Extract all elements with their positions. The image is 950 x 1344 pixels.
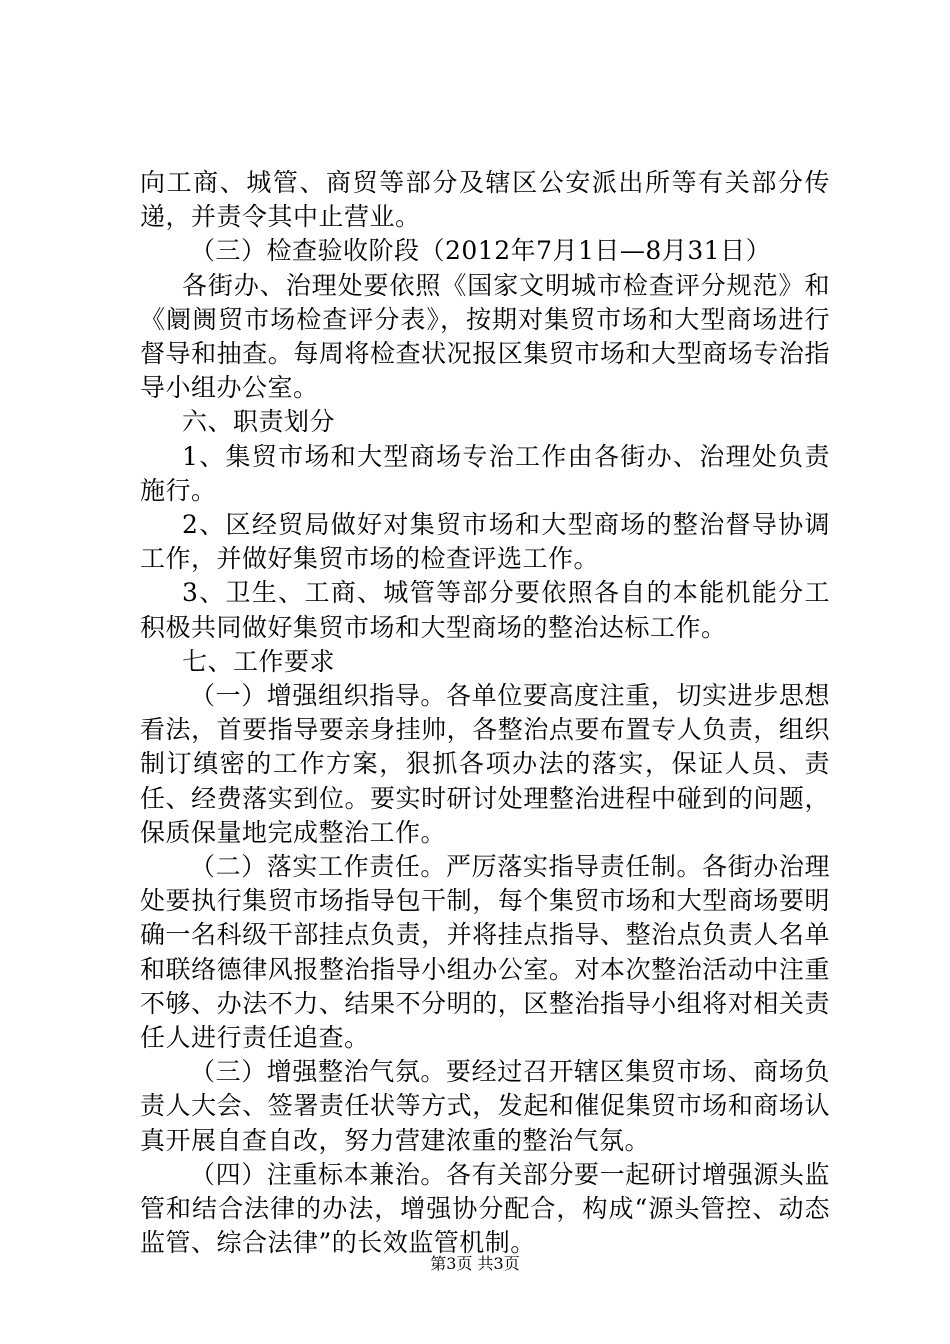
paragraph-12: （四）注重标本兼治。各有关部分要一起研讨增强源头监管和结合法律的办法，增强协分配合，构成“源头管控、动态监管、综合法律”的长效监管机制。 (140, 1159, 830, 1258)
paragraph-6: 2、区经贸局做好对集贸市场和大型商场的整治督导协调工作，并做好集贸市场的检查评选工作。 (140, 510, 830, 574)
paragraph-10: （二）落实工作责任。严厉落实指导责任制。各街办治理处要执行集贸市场指导包干制，每个集贸市场和大型商场要明确一名科级干部挂点负责，并将挂点指导、整治点负责人名单和联络德律风报整治指导小组办公室。对本次整治活动中注重不够、办法不力、结果不分明的，区整治指导小组将对相关责任人进行责任追查。 (140, 852, 830, 1053)
page-footer: 第3页 共3页 (430, 1254, 520, 1273)
paragraph-5: 1、集贸市场和大型商场专治工作由各街办、治理处负责施行。 (140, 441, 830, 505)
paragraph-11: （三）增强整治气氛。要经过召开辖区集贸市场、商场负责人大会、签署责任状等方式，发起和催促集贸市场和商场认真开展自查自改，努力营建浓重的整治气氛。 (140, 1057, 830, 1155)
paragraph-3: 各街办、治理处要依照《国家文明城市检查评分规范》和《阛阓贸市场检查评分表》，按期对集贸市场和大型商场进行督导和抽查。每周将检查状况报区集贸市场和大型商场专治指导小组办公室。 (140, 270, 830, 403)
section-heading-7: 七、工作要求 (182, 646, 336, 676)
paragraph-9: （一）增强组织指导。各单位要高度注重，切实进步思想看法，首要指导要亲身挂帅，各整治点要布置专人负责，组织制订缜密的工作方案，狠抓各项办法的落实，保证人员、责任、经费落实到位。要实时研讨处理整治进程中碰到的问题，保质保量地完成整治工作。 (140, 681, 830, 847)
paragraph-2: （三）检查验收阶段（2012年7月1日—8月31日） (190, 236, 772, 266)
paragraph-7: 3、卫生、工商、城管等部分要依照各自的本能机能分工积极共同做好集贸市场和大型商场的整治达标工作。 (140, 578, 830, 642)
section-heading-6: 六、职责划分 (182, 407, 336, 437)
document-body (140, 166, 830, 1261)
paragraph-1: 向工商、城管、商贸等部分及辖区公安派出所等有关部分传递，并责令其中止营业。 (140, 168, 830, 232)
